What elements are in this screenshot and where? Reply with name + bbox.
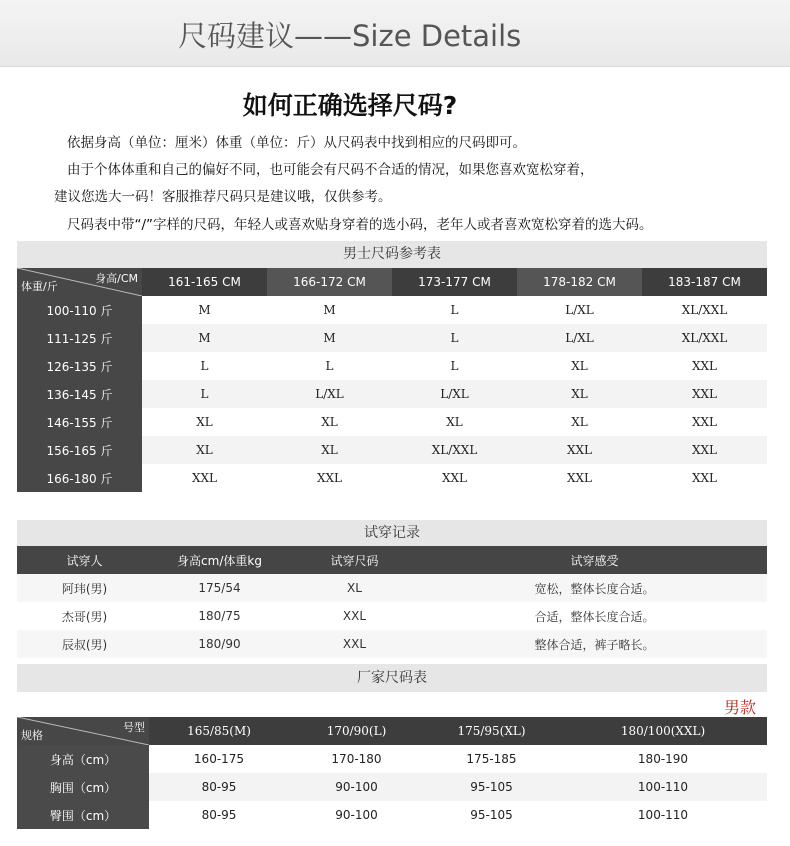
column-header: 试穿尺码 bbox=[287, 546, 422, 574]
row-header: 126-135 斤 bbox=[17, 352, 142, 380]
row-header: 胸围（cm） bbox=[17, 773, 149, 801]
table-cell: XXL bbox=[517, 464, 642, 492]
intro-line-3: 建议您选大一码！客服推荐尺码只是建议哦，仅供参考。 bbox=[54, 189, 392, 205]
table-cell: XXL bbox=[392, 464, 517, 492]
fitting-table-caption: 试穿记录 bbox=[17, 520, 767, 546]
factory-table-header-row bbox=[17, 717, 767, 745]
row-header: 身高（cm） bbox=[17, 745, 149, 773]
table-cell: L bbox=[392, 352, 517, 380]
factory-size-table bbox=[17, 717, 767, 829]
header-band bbox=[0, 0, 790, 67]
table-row bbox=[17, 801, 767, 829]
column-header: 身高cm/体重kg bbox=[152, 546, 287, 574]
table-cell: XXL bbox=[642, 408, 767, 436]
table-cell: 175-185 bbox=[424, 745, 559, 773]
fitting-table-header-row bbox=[17, 546, 767, 574]
column-header: 165/85(M) bbox=[149, 717, 289, 745]
table-cell: M bbox=[142, 296, 267, 324]
corner-model-label: 号型 bbox=[123, 721, 145, 734]
factory-table-caption: 厂家尺码表 bbox=[17, 664, 767, 692]
column-header: 166-172 CM bbox=[267, 268, 392, 296]
table-cell: 辰叔(男) bbox=[17, 630, 152, 658]
column-header: 试穿人 bbox=[17, 546, 152, 574]
table-cell: XXL bbox=[642, 352, 767, 380]
table-cell: 杰哥(男) bbox=[17, 602, 152, 630]
column-header: 试穿感受 bbox=[422, 546, 767, 574]
header-title: 尺码建议——Size Details bbox=[178, 19, 522, 53]
row-header: 156-165 斤 bbox=[17, 436, 142, 464]
table-cell: 160-175 bbox=[149, 745, 289, 773]
table-cell: XL bbox=[267, 436, 392, 464]
table-cell: M bbox=[142, 324, 267, 352]
table-cell: XXL bbox=[642, 436, 767, 464]
table-cell: XL/XXL bbox=[392, 436, 517, 464]
table-cell: L bbox=[142, 352, 267, 380]
table-cell: XL/XXL bbox=[642, 324, 767, 352]
table-cell: L bbox=[392, 296, 517, 324]
table-cell: L/XL bbox=[517, 296, 642, 324]
table-cell: 宽松，整体长度合适。 bbox=[422, 574, 767, 602]
table-row bbox=[17, 773, 767, 801]
table-row bbox=[17, 324, 767, 352]
corner-weight-label: 体重/斤 bbox=[21, 280, 58, 293]
table-row bbox=[17, 464, 767, 492]
table-cell: 180/75 bbox=[152, 602, 287, 630]
corner-height-label: 身高/CM bbox=[95, 272, 138, 285]
table-cell: L bbox=[392, 324, 517, 352]
row-header: 111-125 斤 bbox=[17, 324, 142, 352]
row-header: 136-145 斤 bbox=[17, 380, 142, 408]
table-cell: 90-100 bbox=[289, 801, 424, 829]
column-header: 183-187 CM bbox=[642, 268, 767, 296]
column-header: 173-177 CM bbox=[392, 268, 517, 296]
table-row bbox=[17, 352, 767, 380]
table-cell: 80-95 bbox=[149, 773, 289, 801]
row-header: 100-110 斤 bbox=[17, 296, 142, 324]
table-cell: XL/XXL bbox=[642, 296, 767, 324]
intro-line-2: 由于个体体重和自己的偏好不同，也可能会有尺码不合适的情况，如果您喜欢宽松穿着， bbox=[67, 162, 594, 178]
table-row bbox=[17, 630, 767, 658]
mens-table-header-row bbox=[17, 268, 767, 296]
table-cell: 175/54 bbox=[152, 574, 287, 602]
table-cell: 100-110 bbox=[559, 773, 767, 801]
intro-line-4: 尺码表中带“/”字样的尺码，年轻人或喜欢贴身穿着的选小码，老年人或者喜欢宽松穿着的选大码。 bbox=[67, 217, 653, 233]
table-cell: 180-190 bbox=[559, 745, 767, 773]
table-cell: L/XL bbox=[267, 380, 392, 408]
mens-size-table bbox=[17, 268, 767, 492]
table-cell: 80-95 bbox=[149, 801, 289, 829]
table-row bbox=[17, 296, 767, 324]
table-row bbox=[17, 745, 767, 773]
table-cell: XXL bbox=[267, 464, 392, 492]
table-cell: XXL bbox=[642, 380, 767, 408]
table-cell: 合适，整体长度合适。 bbox=[422, 602, 767, 630]
table-cell: L bbox=[267, 352, 392, 380]
table-cell: XXL bbox=[642, 464, 767, 492]
table-cell: 90-100 bbox=[289, 773, 424, 801]
page-title: 如何正确选择尺码? bbox=[242, 91, 458, 120]
table-cell: XL bbox=[287, 574, 422, 602]
table-cell: M bbox=[267, 324, 392, 352]
table-cell: XXL bbox=[287, 630, 422, 658]
table-cell: 180/90 bbox=[152, 630, 287, 658]
row-header: 166-180 斤 bbox=[17, 464, 142, 492]
table-cell: M bbox=[267, 296, 392, 324]
table-cell: 整体合适，裤子略长。 bbox=[422, 630, 767, 658]
fitting-record-table bbox=[17, 546, 767, 658]
table-cell: L/XL bbox=[392, 380, 517, 408]
table-row bbox=[17, 436, 767, 464]
table-cell: L bbox=[142, 380, 267, 408]
table-cell: XL bbox=[517, 408, 642, 436]
column-header: 170/90(L) bbox=[289, 717, 424, 745]
table-cell: 阿玮(男) bbox=[17, 574, 152, 602]
table-cell: XL bbox=[392, 408, 517, 436]
table-cell: XL bbox=[517, 352, 642, 380]
table-cell: XXL bbox=[517, 436, 642, 464]
table-cell: 170-180 bbox=[289, 745, 424, 773]
table-row bbox=[17, 380, 767, 408]
column-header: 180/100(XXL) bbox=[559, 717, 767, 745]
table-cell: L/XL bbox=[517, 324, 642, 352]
mens-table-corner-cell bbox=[17, 268, 142, 296]
intro-line-1: 依据身高（单位：厘米）体重（单位：斤）从尺码表中找到相应的尺码即可。 bbox=[67, 135, 526, 151]
table-row bbox=[17, 602, 767, 630]
table-row bbox=[17, 574, 767, 602]
column-header: 161-165 CM bbox=[142, 268, 267, 296]
mens-table-caption: 男士尺码参考表 bbox=[17, 241, 767, 268]
table-cell: 95-105 bbox=[424, 773, 559, 801]
table-cell: 100-110 bbox=[559, 801, 767, 829]
factory-table-corner-cell bbox=[17, 717, 149, 745]
corner-spec-label: 规格 bbox=[21, 729, 43, 742]
table-row bbox=[17, 408, 767, 436]
table-cell: XL bbox=[517, 380, 642, 408]
table-cell: 95-105 bbox=[424, 801, 559, 829]
gender-label: 男款 bbox=[723, 698, 756, 717]
table-cell: XL bbox=[142, 436, 267, 464]
table-cell: XXL bbox=[287, 602, 422, 630]
table-cell: XXL bbox=[142, 464, 267, 492]
column-header: 175/95(XL) bbox=[424, 717, 559, 745]
row-header: 146-155 斤 bbox=[17, 408, 142, 436]
row-header: 臀围（cm） bbox=[17, 801, 149, 829]
column-header: 178-182 CM bbox=[517, 268, 642, 296]
table-cell: XL bbox=[267, 408, 392, 436]
table-cell: XL bbox=[142, 408, 267, 436]
